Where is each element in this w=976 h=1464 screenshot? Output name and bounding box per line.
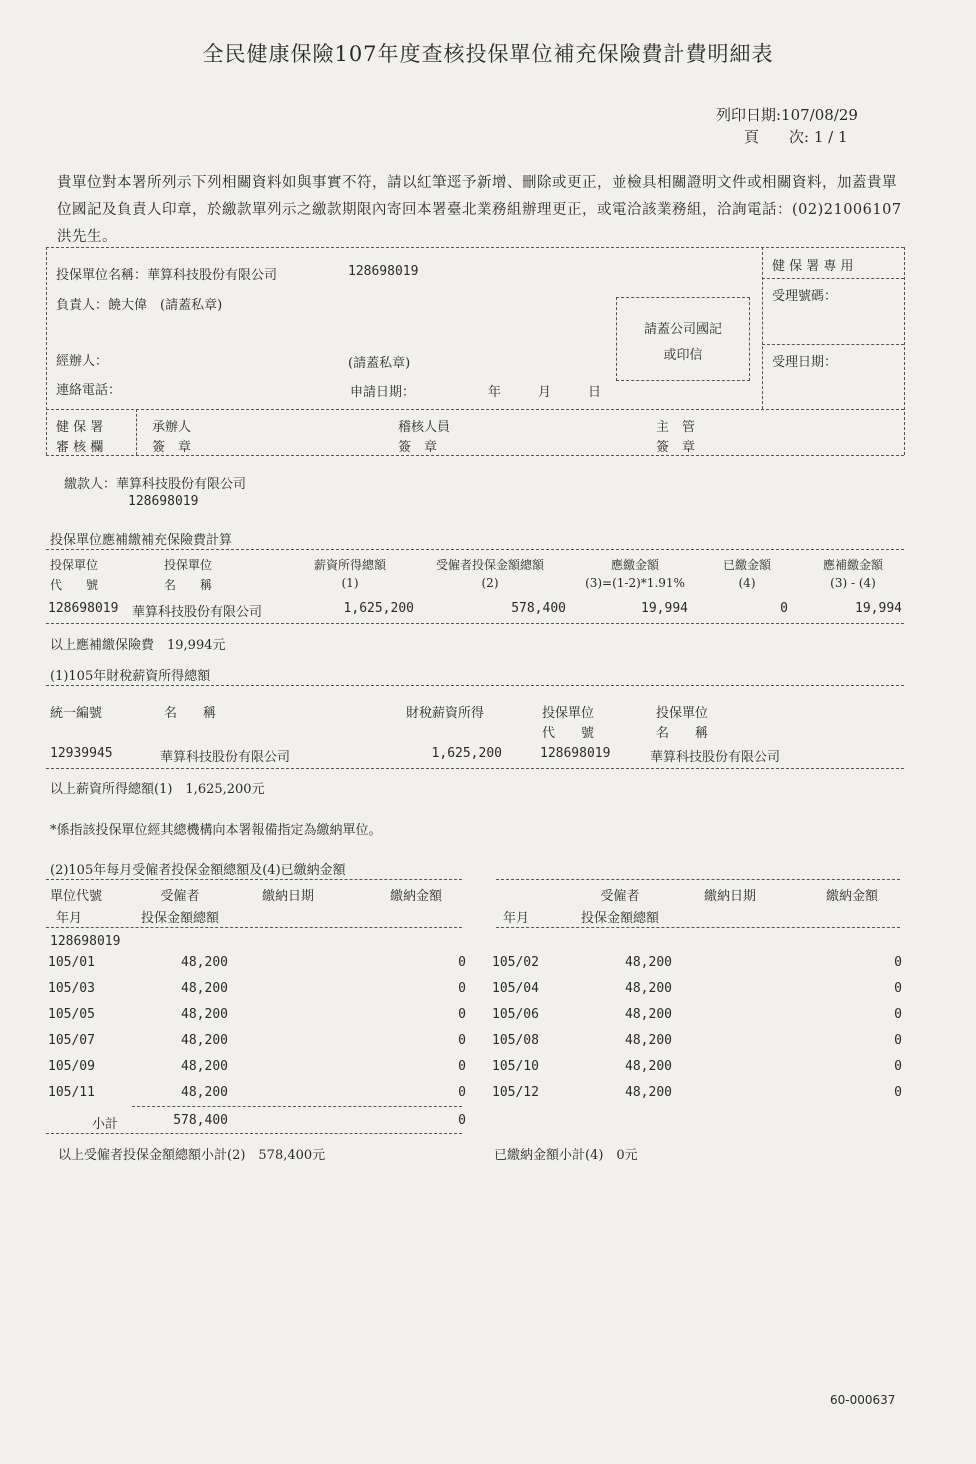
apply-day: 日 [588,385,602,400]
salary-h-salary: 財稅薪資所得 [406,706,485,721]
divider [46,623,904,624]
monthly-left-amount: 48,200 [181,981,228,996]
monthly-h-paydate-right: 繳納日期 [704,889,757,904]
monthly-right-ym: 105/04 [492,981,539,996]
monthly-left-ym: 105/05 [48,1007,95,1022]
salary-section-title: (1)105年財稅薪資所得總額 [50,669,211,684]
calc-row-due: 19,994 [641,601,688,616]
divider [46,247,904,248]
unit-code: 128698019 [348,264,419,279]
monthly-right-ym: 105/12 [492,1085,539,1100]
divider [46,879,462,880]
monthly-left-ym: 105/11 [48,1085,95,1100]
review-col2-l2: 簽 章 [398,440,438,455]
calc-h4-l1: 應繳金額 [610,558,659,572]
document-title: 全民健康保險107年度查核投保單位補充保險費計費明細表 [202,42,774,66]
monthly-right-amount: 48,200 [625,955,672,970]
divider [46,927,462,928]
calc-summary: 以上應補繳保險費 19,994元 [50,638,226,653]
monthly-h-unitcode: 單位代號 [50,889,103,904]
monthly-left-ym: 105/07 [48,1033,95,1048]
monthly-h-ym-right: 年月 [503,911,530,926]
monthly-right-paid: 0 [894,1033,902,1048]
monthly-right-ym: 105/10 [492,1059,539,1074]
monthly-left-ym: 105/01 [48,955,95,970]
calc-row-insured: 578,400 [511,601,566,616]
calc-h4-l2: (3)=(1-2)*1.91% [585,576,685,590]
print-date: 列印日期:107/08/29 [716,106,858,124]
divider [46,409,904,410]
apply-date: 申請日期： [350,385,416,400]
monthly-left-paid: 0 [458,1059,466,1074]
calc-h3-l1: 受僱者投保金額總額 [435,558,544,572]
monthly-h-insured-l1-right: 受僱者 [600,889,640,904]
monthly-subtotal-paid: 0 [458,1113,466,1128]
monthly-left-amount: 48,200 [181,955,228,970]
monthly-right-amount: 48,200 [625,1085,672,1100]
salary-row-amount: 1,625,200 [431,746,502,761]
monthly-left-paid: 0 [458,1033,466,1048]
notice-paragraph: 貴單位對本署所列示下列相關資料如與事實不符，請以紅筆逕予新增、刪除或更正，並檢具相關證明文件或相關資料，加蓋貴單位國記及負責人印章，於繳款單列示之繳款期限內寄回本署臺北業務組辦理更正，或電洽該業務組，洽詢電話：(02)21006107 洪先生。 [57,175,902,245]
divider [132,1106,462,1107]
phone: 連絡電話： [56,383,122,398]
review-col1-l2: 簽 章 [152,440,192,455]
monthly-left-amount: 48,200 [181,1085,228,1100]
monthly-right-paid: 0 [894,1059,902,1074]
salary-footnote: *係指該投保單位經其總機構向本署報備指定為繳納單位。 [50,823,382,838]
calc-row-paid: 0 [780,601,788,616]
monthly-left-amount: 48,200 [181,1059,228,1074]
review-col3-l2: 簽 章 [656,440,696,455]
divider [46,685,904,686]
divider [46,247,47,455]
calc-h6-l1: 應補繳金額 [822,558,883,572]
divider [46,768,904,769]
calc-section-title: 投保單位應補繳補充保險費計算 [50,533,233,548]
calc-h2-l1: 薪資所得總額 [313,558,386,572]
review-col2-l1: 稽核人員 [398,420,451,435]
review-col0-l2: 審 核 欄 [56,440,104,455]
payer-code: 128698019 [128,494,199,509]
page-number: 頁 次: 1 / 1 [744,128,848,146]
calc-row-name: 華算科技股份有限公司 [132,605,263,620]
monthly-right-amount: 48,200 [625,1059,672,1074]
monthly-right-amount: 48,200 [625,1007,672,1022]
monthly-right-paid: 0 [894,981,902,996]
salary-h-uname-l1: 投保單位 [656,706,709,721]
monthly-left-paid: 0 [458,1085,466,1100]
monthly-section-title: (2)105年每月受僱者投保金額總額及(4)已繳納金額 [50,863,346,878]
owner: 負責人：饒大偉 (請蓋私章) [56,298,223,313]
review-col3-l1: 主 管 [656,420,696,435]
divider [904,247,905,455]
monthly-subtotal-amount: 578,400 [173,1113,228,1128]
calc-h0-l1: 投保單位 [50,558,99,572]
monthly-h-insured-l1-left: 受僱者 [160,889,200,904]
calc-h0-l2: 代 號 [50,578,99,592]
calc-row-balance: 19,994 [855,601,902,616]
monthly-right-paid: 0 [894,1007,902,1022]
calc-h1-l1: 投保單位 [164,558,213,572]
unit-name: 投保單位名稱：華算科技股份有限公司 [56,268,278,283]
monthly-summary-left: 以上受僱者投保金額總額小計(2) 578,400元 [58,1148,326,1163]
monthly-h-insured-l2-left: 投保金額總額 [140,911,219,926]
monthly-left-paid: 0 [458,981,466,996]
handler-seal: (請蓋私章) [348,356,411,371]
monthly-right-paid: 0 [894,1085,902,1100]
monthly-h-payamt-left: 繳納金額 [390,889,443,904]
divider [762,344,904,345]
monthly-h-ym-left: 年月 [56,911,83,926]
calc-row-salary: 1,625,200 [343,601,414,616]
calc-h5-l2: (4) [738,576,756,590]
calc-h5-l1: 已繳金額 [722,558,771,572]
calc-h1-l2: 名 稱 [164,578,213,592]
divider [136,409,137,455]
salary-summary: 以上薪資所得總額(1) 1,625,200元 [50,782,265,797]
document-id: 60-000637 [830,1393,896,1407]
apply-year: 年 [488,385,502,400]
salary-h-code-l2: 代 號 [542,726,595,741]
monthly-right-ym: 105/06 [492,1007,539,1022]
divider [762,247,763,409]
monthly-right-amount: 48,200 [625,981,672,996]
monthly-left-paid: 0 [458,955,466,970]
accept-date: 受理日期： [772,355,838,370]
salary-h-id: 統一編號 [50,706,103,721]
salary-row-name: 華算科技股份有限公司 [160,750,291,765]
monthly-unit-code: 128698019 [50,934,121,949]
calc-h2-l2: (1) [341,576,359,590]
review-col1-l1: 承辦人 [152,420,192,435]
monthly-h-insured-l2-right: 投保金額總額 [580,911,659,926]
salary-h-code-l1: 投保單位 [542,706,595,721]
monthly-right-ym: 105/08 [492,1033,539,1048]
apply-month: 月 [538,385,552,400]
accept-number: 受理號碼： [772,289,838,304]
divider [496,879,900,880]
monthly-right-amount: 48,200 [625,1033,672,1048]
divider [762,278,904,279]
calc-h3-l2: (2) [481,576,499,590]
monthly-left-paid: 0 [458,1007,466,1022]
monthly-h-paydate-left: 繳納日期 [262,889,315,904]
salary-h-name: 名 稱 [164,706,217,721]
calc-h6-l2: (3) - (4) [830,576,876,590]
salary-h-uname-l2: 名 稱 [656,726,709,741]
divider [46,549,904,550]
stamp-line-2: 或印信 [663,348,703,363]
handler: 經辦人： [56,354,109,369]
salary-row-code: 128698019 [540,746,611,761]
monthly-subtotal-label: 小計 [92,1117,119,1132]
company-stamp-box [616,297,750,381]
monthly-h-payamt-right: 繳納金額 [826,889,879,904]
monthly-right-paid: 0 [894,955,902,970]
monthly-left-ym: 105/03 [48,981,95,996]
monthly-summary-right: 已繳納金額小計(4) 0元 [494,1148,638,1163]
stamp-line-1: 請蓋公司國記 [643,322,722,337]
divider [496,927,900,928]
monthly-right-ym: 105/02 [492,955,539,970]
payer-name: 繳款人：華算科技股份有限公司 [64,477,247,492]
divider [46,1133,462,1134]
monthly-left-ym: 105/09 [48,1059,95,1074]
salary-row-id: 12939945 [50,746,113,761]
review-col0-l1: 健 保 署 [56,420,104,435]
salary-row-uname: 華算科技股份有限公司 [650,750,781,765]
office-use-title: 健 保 署 專 用 [772,259,854,274]
calc-row-code: 128698019 [48,601,119,616]
monthly-left-amount: 48,200 [181,1007,228,1022]
divider [46,455,904,456]
monthly-left-amount: 48,200 [181,1033,228,1048]
